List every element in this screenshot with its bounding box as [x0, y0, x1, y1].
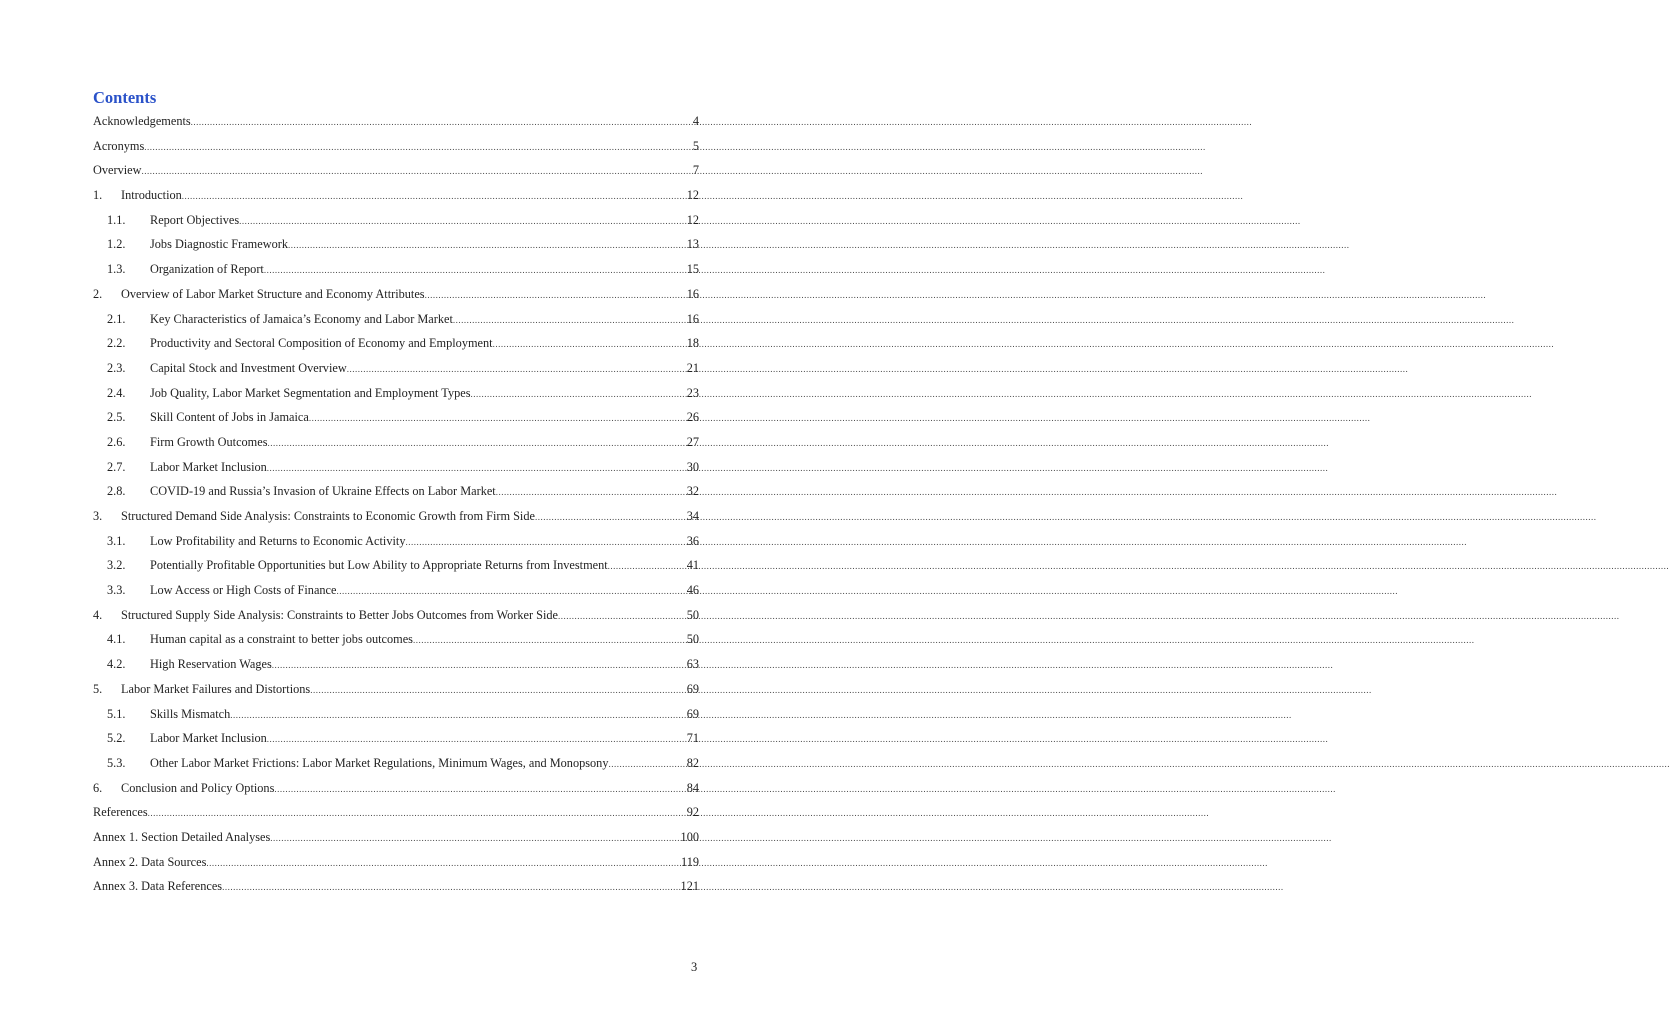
- toc-entry-page: 27: [686, 434, 699, 449]
- toc-entry-title: Introduction: [121, 188, 182, 203]
- toc-dot-leader: [144, 137, 692, 156]
- toc-dot-leader: [493, 334, 686, 353]
- toc-entry[interactable]: [93, 334, 699, 359]
- toc-entry[interactable]: [93, 408, 699, 433]
- toc-entry-number: 4.2.: [107, 657, 126, 672]
- toc-entry-page: 41: [686, 558, 699, 573]
- toc-dot-leader: [239, 211, 686, 230]
- toc-dot-leader: [222, 877, 679, 896]
- toc-entry[interactable]: [93, 556, 699, 581]
- toc-entry[interactable]: [93, 260, 699, 285]
- toc-entry-title: Key Characteristics of Jamaica’s Economy and Labor Market: [150, 311, 453, 326]
- toc-dot-leader: [191, 112, 692, 131]
- page-number: 3: [691, 960, 698, 974]
- toc-entry-title: Acknowledgements: [93, 114, 191, 128]
- toc-entry-page: 26: [686, 410, 699, 425]
- toc-entry-number: 4.: [93, 607, 103, 622]
- toc-entry-title: Report Objectives: [150, 212, 240, 227]
- toc-entry-title: Structured Supply Side Analysis: Constraints to Better Jobs Outcomes from Worker Side: [121, 607, 558, 622]
- toc-entry-number: 1.3.: [107, 262, 126, 277]
- toc-entry[interactable]: [93, 803, 699, 828]
- toc-entry-title: Human capital as a constraint to better jobs outcomes: [150, 632, 413, 647]
- toc-dot-leader: [272, 655, 686, 674]
- toc-entry-page: 12: [686, 212, 699, 227]
- toc-dot-leader: [148, 803, 686, 822]
- toc-entry-title: Organization of Report: [150, 262, 264, 277]
- toc-entry-page: 23: [686, 385, 699, 400]
- toc-entry-page: 121: [680, 879, 699, 894]
- toc-dot-leader: [608, 754, 685, 773]
- toc-entry[interactable]: [93, 384, 699, 409]
- toc-entry[interactable]: [93, 630, 699, 655]
- toc-entry[interactable]: [93, 161, 699, 186]
- toc-entry-page: 92: [686, 805, 699, 820]
- toc-entry-title: References: [93, 805, 148, 820]
- toc-entry-title: Overview of Labor Market Structure and Economy Attributes: [121, 286, 425, 301]
- toc-entry-title: Jobs Diagnostic Framework: [150, 237, 288, 252]
- toc-entry[interactable]: [93, 655, 699, 680]
- toc-entry-title: Annex 1. Section Detailed Analyses: [93, 829, 271, 844]
- toc-entry[interactable]: [93, 680, 699, 705]
- toc-entry[interactable]: [93, 507, 699, 532]
- toc-entry[interactable]: [93, 482, 699, 507]
- toc-entry-title: Potentially Profitable Opportunities but Low Ability to Appropriate Returns from Investment: [150, 558, 608, 573]
- toc-entry[interactable]: [93, 779, 699, 804]
- toc-dot-leader: [267, 729, 686, 748]
- toc-entry-number: 2.1.: [107, 311, 126, 326]
- toc-dot-leader: [264, 260, 686, 279]
- toc-entry-number: 2.6.: [107, 434, 126, 449]
- toc-entry-title: Other Labor Market Frictions: Labor Market Regulations, Minimum Wages, and Monopsony: [150, 755, 609, 770]
- toc-entry[interactable]: [93, 211, 699, 236]
- toc-entry-page: 82: [686, 755, 699, 770]
- toc-entry-page: 16: [686, 286, 699, 301]
- toc-entry[interactable]: [93, 186, 699, 211]
- toc-entry[interactable]: [93, 828, 699, 853]
- toc-dot-leader: [453, 310, 686, 329]
- toc-entry-page: 50: [686, 607, 699, 622]
- toc-entry-number: 2.7.: [107, 459, 126, 474]
- toc-entry[interactable]: [93, 458, 699, 483]
- toc-dot-leader: [206, 853, 680, 872]
- toc-entry-page: 36: [686, 533, 699, 548]
- toc-entry-page: 18: [686, 336, 699, 351]
- toc-entry[interactable]: [93, 532, 699, 557]
- toc-dot-leader: [425, 285, 686, 304]
- toc-entry-page: 71: [686, 731, 699, 746]
- toc-entry-title: Low Access or High Costs of Finance: [150, 583, 337, 598]
- toc-entry[interactable]: [93, 606, 699, 631]
- toc-entry-title: Labor Market Inclusion: [150, 459, 267, 474]
- toc-dot-leader: [608, 556, 686, 575]
- toc-entry-page: 119: [681, 854, 699, 869]
- toc-entry-number: 5.2.: [107, 731, 126, 746]
- toc-entry-page: 63: [686, 657, 699, 672]
- toc-entry-page: 84: [686, 780, 699, 795]
- toc-dot-leader: [558, 606, 686, 625]
- toc-entry-title: Structured Demand Side Analysis: Constraints to Economic Growth from Firm Side: [121, 509, 535, 523]
- toc-dot-leader: [413, 630, 686, 649]
- toc-entry-number: 1.2.: [107, 237, 126, 252]
- toc-dot-leader: [405, 532, 685, 551]
- toc-entry-page: 46: [686, 583, 699, 598]
- toc-entry-title: Overview: [93, 163, 142, 178]
- toc-entry-number: 2.3.: [107, 360, 126, 375]
- toc-entry-title: Firm Growth Outcomes: [150, 434, 268, 449]
- toc-entry-number: 5.1.: [107, 706, 126, 721]
- toc-entry-page: 100: [680, 829, 699, 844]
- toc-entry-number: 3.1.: [107, 533, 126, 548]
- toc-entry-number: 2.: [93, 286, 103, 301]
- toc-entry-title: High Reservation Wages: [150, 657, 272, 672]
- toc-entry-page: 34: [686, 509, 699, 523]
- toc-entry[interactable]: [93, 137, 699, 162]
- toc-entry[interactable]: [93, 285, 699, 310]
- toc-dot-leader: [182, 186, 686, 205]
- toc-entry-number: 2.5.: [107, 410, 126, 425]
- toc-entry-page: 69: [686, 681, 699, 696]
- toc-dot-leader: [496, 482, 686, 501]
- toc-entry-page: 13: [686, 237, 699, 252]
- toc-entry-number: 2.4.: [107, 385, 126, 400]
- toc-entry-page: 16: [686, 311, 699, 326]
- toc-entry-title: Conclusion and Policy Options: [121, 780, 275, 795]
- toc-entry-title: Annex 2. Data Sources: [93, 854, 207, 869]
- toc-entry-title: Low Profitability and Returns to Economic Activity: [150, 533, 406, 548]
- toc-entry-number: 3.: [93, 509, 103, 523]
- toc-entry[interactable]: [93, 853, 699, 878]
- toc-entry-page: 69: [686, 706, 699, 721]
- toc-dot-leader: [288, 235, 686, 254]
- toc-entry-number: 3.3.: [107, 583, 126, 598]
- toc-entry[interactable]: [93, 729, 699, 754]
- toc-entry[interactable]: [93, 705, 699, 730]
- toc-dot-leader: [268, 433, 686, 452]
- toc-entry-title: Skill Content of Jobs in Jamaica: [150, 410, 309, 425]
- toc-dot-leader: [230, 705, 685, 724]
- toc-entry-number: 6.: [93, 780, 103, 795]
- toc-dot-leader: [274, 779, 685, 798]
- toc-entry[interactable]: [93, 754, 699, 779]
- toc-entry[interactable]: [93, 310, 699, 335]
- toc-entry-title: Annex 3. Data References: [93, 879, 223, 894]
- toc-entry[interactable]: [93, 581, 699, 606]
- toc-dot-leader: [309, 408, 686, 427]
- toc-entry-page: 21: [686, 360, 699, 375]
- toc-entry-page: 7: [692, 163, 699, 178]
- toc-entry-page: 32: [686, 484, 699, 499]
- toc-entry-page: 4: [692, 114, 699, 128]
- toc-entry-number: 3.2.: [107, 558, 126, 573]
- toc-entry-title: COVID-19 and Russia’s Invasion of Ukraine Effects on Labor Market: [150, 484, 496, 499]
- toc-entry-number: 1.: [93, 188, 103, 203]
- toc-entry-number: 5.3.: [107, 755, 126, 770]
- toc-entry-title: Productivity and Sectoral Composition of Economy and Employment: [150, 336, 493, 351]
- page-title: Contents: [93, 88, 157, 107]
- toc-dot-leader: [142, 161, 692, 180]
- toc-entry[interactable]: [93, 112, 699, 137]
- toc-entry[interactable]: [93, 235, 699, 260]
- toc-entry-page: 50: [686, 632, 699, 647]
- toc-entry[interactable]: [93, 433, 699, 458]
- toc-entry-title: Labor Market Failures and Distortions: [121, 681, 311, 696]
- toc-entry-title: Acronyms: [93, 138, 145, 153]
- toc-entry-number: 1.1.: [107, 212, 126, 227]
- table-of-contents: [93, 112, 699, 902]
- toc-entry-number: 5.: [93, 681, 103, 696]
- toc-entry[interactable]: [93, 359, 699, 384]
- toc-entry-title: Labor Market Inclusion: [150, 731, 267, 746]
- toc-entry-page: 5: [692, 138, 699, 153]
- toc-entry-title: Capital Stock and Investment Overview: [150, 360, 347, 375]
- toc-entry-number: 4.1.: [107, 632, 126, 647]
- toc-dot-leader: [347, 359, 686, 378]
- toc-entry-page: 15: [686, 262, 699, 277]
- toc-dot-leader: [270, 828, 679, 847]
- toc-dot-leader: [535, 507, 686, 526]
- toc-entry-title: Job Quality, Labor Market Segmentation and Employment Types: [150, 385, 471, 400]
- toc-dot-leader: [336, 581, 685, 600]
- toc-dot-leader: [471, 384, 686, 403]
- toc-entry-number: 2.8.: [107, 484, 126, 499]
- toc-dot-leader: [267, 458, 686, 477]
- toc-entry-title: Skills Mismatch: [150, 706, 231, 721]
- toc-entry-page: 30: [686, 459, 699, 474]
- toc-entry-number: 2.2.: [107, 336, 126, 351]
- toc-dot-leader: [310, 680, 686, 699]
- toc-entry[interactable]: [93, 877, 699, 902]
- toc-entry-page: 12: [686, 188, 699, 203]
